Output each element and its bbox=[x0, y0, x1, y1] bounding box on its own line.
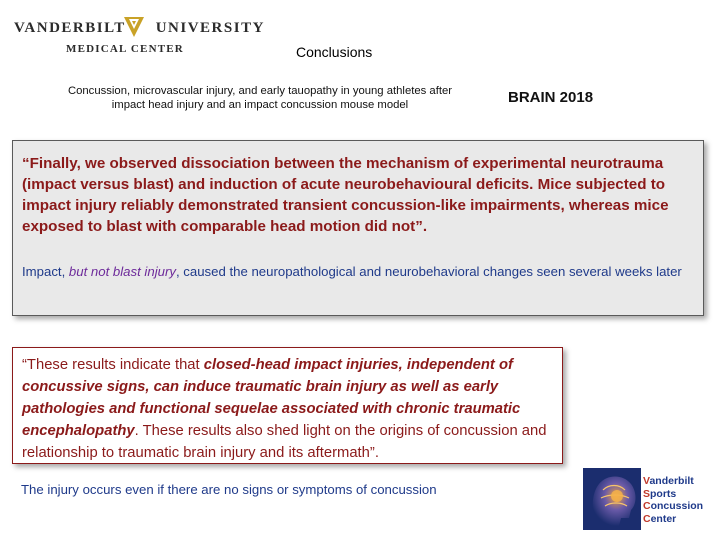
quote-ending: . These results also shed light on the origins of concussion and relationship to traumatic brain injury and its aftermath”. bbox=[22, 423, 547, 461]
logo-subtitle: MEDICAL CENTER bbox=[66, 43, 184, 55]
oak-leaf-v-icon bbox=[123, 16, 145, 38]
journal-citation: BRAIN 2018 bbox=[508, 89, 594, 106]
quote-emphasis: closed-head impact injuries, independent of concussive signs, can induce traumatic brain injury as well as early pathologies and functional sequelae associated with chronic traumatic encephalopathy bbox=[22, 357, 521, 439]
finding-not-blast-text: but not blast injury bbox=[68, 264, 176, 279]
paper-title: Concussion, microvascular injury, and early tauopathy in young athletes after impact head injury and an impact concussion mouse model bbox=[67, 85, 453, 111]
findings-box bbox=[12, 140, 704, 316]
quote-intro: “These results indicate that bbox=[22, 357, 204, 373]
paper-quote: “Finally, we observed dissociation between the mechanism of experimental neurotrauma (impact versus blast) and induction of acute neurobehavioural deficits. Mice subjected to impact injury reliably demonstrated transient concussion-like impairments, whereas mice exposed to blast with comparable head motion did not”. bbox=[22, 155, 669, 235]
finding-summary bbox=[22, 262, 682, 281]
key-takeaway: The injury occurs even if there are no signs or symptoms of concussion bbox=[21, 482, 437, 497]
logo-word-university: UNIVERSITY bbox=[155, 20, 265, 36]
slide-title: Conclusions bbox=[296, 44, 373, 60]
conclusion-quote bbox=[22, 354, 557, 464]
vscc-wordmark: Vanderbilt Sports Concussion Center bbox=[643, 475, 704, 525]
vscc-logo bbox=[583, 468, 708, 530]
conclusion-quote-box bbox=[12, 347, 563, 464]
logo-word-vanderbilt: VANDERBILT bbox=[14, 20, 126, 36]
finding-impact-text: Impact, bbox=[22, 264, 66, 279]
brain-head-icon bbox=[583, 468, 641, 530]
vanderbilt-logo bbox=[14, 14, 265, 60]
finding-rest-text: , caused the neuropathological and neurobehavioral changes seen several weeks later bbox=[175, 264, 682, 279]
